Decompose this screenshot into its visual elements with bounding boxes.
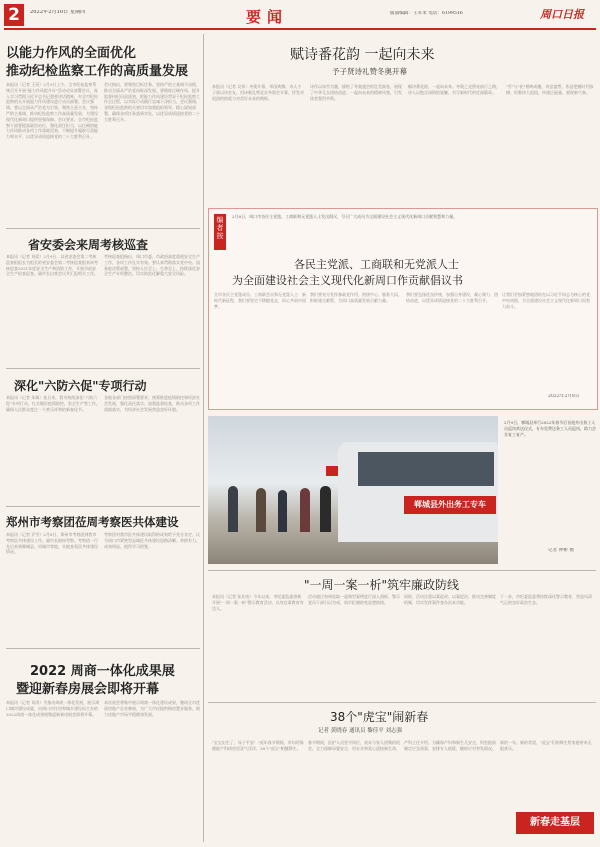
person-figure	[256, 488, 266, 532]
story3-title: 深化"六防六促"专项行动	[14, 379, 147, 393]
person-figure	[228, 486, 238, 532]
story7-body-2: 春节期间，医护人员坚守岗位，放弃与家人团聚的机会，全力保障母婴安全，用专业和爱心迎接新生命。	[308, 740, 400, 751]
story4-body-2: 考察团对我市医共体建设取得的成效给予充分肯定，认为周口市紧密型县域医共体建设思路清晰、举措有力、成效明显，值得学习借鉴。	[104, 532, 200, 549]
story2-title: 省安委会来周考核巡查	[28, 238, 149, 252]
story6-body-2: 活动通过每周选取一起典型案例进行深入剖析，警示党员干部引以为戒，筑牢拒腐防变思想防线。	[308, 594, 400, 605]
center-feature-body-4: 让我们更加紧密地团结在以习近平同志为核心的党中央周围，为全面建设社会主义现代化新周口而努力奋斗。	[502, 292, 590, 309]
bus-banner: 郸城县外出务工专车	[404, 496, 496, 514]
story4-divider	[6, 648, 200, 649]
center-feature-body-1: 全市各民主党派成员、工商联会员和无党派人士：新时代新征程，我们要坚定不移跟党走，同心共筑中国梦。	[214, 292, 306, 309]
editor-line: 版面编辑：王军米 电话：6199516	[390, 11, 463, 16]
story7-body-4: 新的一年，新的希望，"虎宝"们的降生给家庭带来无限欢乐。	[500, 740, 592, 751]
story2-body-2: 考核巡查组指出，周口市委、市政府高度重视安全生产工作，各项工作扎实有效。要认真贯彻落实党中央、国务院决策部署，坚持人民至上、生命至上，持续深化安全生产专项整治，切实防范化解重大安全风险。	[104, 254, 200, 277]
center-feature-title-2: 为全面建设社会主义现代化新周口作贡献倡议书	[232, 274, 463, 287]
story1-divider	[6, 228, 200, 229]
editor-note-text: 2月8日，周口市各民主党派、工商联和无党派人士发出倡议，号召广大成员为全面建设社会主义现代化新周口贡献智慧和力量。	[232, 214, 458, 219]
photo-caption: 2月9日，郸城县举行2022年春节后首批外出务工人员返岗欢送仪式，专车免费送务工人员返岗，助力企业复工复产。	[504, 420, 596, 437]
photo-credit: 记者 钟彬 摄	[548, 548, 575, 553]
story1-title-line2: 推动纪检监察工作的高质量发展	[6, 64, 189, 79]
person-figure	[278, 490, 287, 532]
person-figure	[300, 488, 310, 532]
paper-name-logo: 周口日报	[540, 8, 584, 21]
story5-title-line1: 2022 周商一体化成果展	[30, 664, 175, 679]
story7-body-3: 产科主任介绍，为确保产妇和新生儿安全，科室提前制定应急预案，安排专人值班，随时应对突发情况。	[404, 740, 496, 751]
top-story-body-4: "雪"与"花"相映成趣，诗意盎然。作品把握时代脉搏，讴歌伟大祖国，传递正能量，展现新气象。	[506, 84, 594, 95]
story6-body-3: 同时，活动注重以案促改、以案促治，推动完善制度机制，切实发挥案件查办治本功能。	[404, 594, 496, 605]
story6-body-4: 下一步，市纪委监委将持续深化警示教育，营造风清气正的良好政治生态。	[500, 594, 592, 605]
story2-divider	[6, 368, 200, 369]
story1-body: 本报讯（记者 王珂）2月9日上午，全市纪检监察系统召开开展"能力作风提升年"活动动员部署会议，深入学习贯彻习近平总书记重要讲话精神，对全市纪检监察机关开展能力作风建设进行动员部署。会议强调，要以全面从严治党为引领，聚焦主责主业，坚持严的主基调，推动纪检监察工作高质量发展，为建设现代化新周口提供坚强保障。会议要求，全市纪检监察干部要提高政治站位，强化责任担当，以过硬的能力作风推动各项工作落地见效，不断提升履职尽责能力和水平，以优异成绩迎接党的二十大胜利召开。	[6, 82, 98, 140]
bus-window	[358, 452, 494, 486]
story1-title-line1: 以能力作风的全面优化	[6, 46, 137, 61]
story5-body: 本报讯（记者 刘涛）为推动周商一体化发展，展示周口城市建设成就，由周口市住房和城乡建设局主办的2022周商一体化成果展暨迎新春房展会即将开幕。	[6, 700, 100, 717]
story7-byline: 记者 黄晓春 通讯员 黎佳平 刘志强	[318, 728, 402, 734]
top-story-body-2: 诗作以冰雪为题，描绘了冬奥盛会的壮美画卷，展现了中华儿女团结奋进、一起向未来的精神风貌，引发读者强烈共鸣。	[310, 84, 402, 101]
story5-title-line2: 暨迎新春房展会即将开幕	[16, 682, 160, 697]
person-figure	[320, 486, 331, 532]
lower-divider-2	[208, 702, 596, 703]
red-flag	[326, 466, 338, 476]
date-line: 2022年2月10日 星期四	[30, 10, 86, 15]
story3-body-2: 各地各部门按照部署要求，统筹推进疫情防控和经济社会发展，强化责任落实，加强监督检查，推动各项工作落细落实，为经济社会发展营造良好环境。	[104, 395, 200, 412]
story6-title: "一周一案一析"筑牢廉政防线	[304, 578, 460, 592]
corner-label: 新春走基层	[516, 812, 594, 834]
lower-divider	[208, 570, 596, 571]
center-feature-title-1: 各民主党派、工商联和无党派人士	[294, 258, 459, 271]
column-divider	[203, 34, 204, 842]
story7-body-1: "宝宝出生了，母子平安！"虎年春节期间，市妇幼保健院产科病房里喜气洋洋，38个"虎宝"相继降生。	[212, 740, 304, 751]
story6-body-1: 本报讯（记者 张亚南）今年以来，市纪委监委创新开展"一周一案一析"警示教育活动，以身边事教育身边人。	[212, 594, 304, 611]
story7-title: 38个"虎宝"闹新春	[330, 710, 429, 724]
story1-body-2: 会议指出，要聚焦目标任务，坚持严的主基调不动摇，推动全面从严治党向纵深发展。要锤炼过硬作风，提升监督执纪问责质效，把能力作风建设贯穿于纪检监察工作全过程，以实际行动践行忠诚干净担当。会议强调，各级纪检监察机关要切实加强组织领导，精心谋划部署，确保各项任务落到实处，以优异成绩迎接党的二十大胜利召开。	[104, 82, 200, 122]
top-story-body-1: 本报讯（记者 吴伟）冬奥开幕，举国欢腾。诗人予子贤以诗会友，用诗歌礼赞北京冬奥会开幕，抒发对祖国的热爱与对美好未来的期盼。	[212, 84, 304, 101]
story2-body: 本报讯（记者 刘爱）2月9日，以省安委会第二考核巡查组组长为组长的省安委会第二考核巡查组来周考核巡查2021年度安全生产和消防工作，开展节前安全生产检查巡查。副市长出席会议并汇报相关工作。	[6, 254, 98, 277]
center-feature-signature: 2022年2月8日	[548, 394, 580, 399]
story5-body-2: 本次展会将集中展示周商一体化建设成果，邀请全市优质房地产企业参展，为广大市民提供购房置业服务，助力房地产市场平稳健康发展。	[104, 700, 200, 717]
page-number-badge: 2	[4, 4, 24, 26]
masthead-rule	[4, 28, 596, 30]
story3-divider	[6, 506, 200, 507]
top-story-body-3: 赋诗番花韵，一起向未来。冬奥之光照亮前行之路，诗人以饱含深情的笔触，书写新时代的壮丽篇章。	[408, 84, 500, 95]
center-feature-body-3: 我们要弘扬优良传统，加强自身建设，凝心聚力、团结奋进，以优异成绩迎接党的二十大胜利召开。	[406, 292, 498, 303]
section-title: 要闻	[246, 8, 289, 26]
story4-title: 郑州市考察团莅周考察医共体建设	[6, 515, 179, 529]
top-story-byline: 予子贤诗礼赞冬奥开幕	[332, 67, 407, 76]
masthead	[0, 0, 600, 30]
story4-body: 本报讯（记者 乔雪）2月8日，郑州市考察团到我市考察医共体建设工作。副市长陪同考察。考察团一行先后来到郸城县、项城市等地，实地查看医共体建设情况。	[6, 532, 98, 555]
story3-body: 本报讯（记者 朱瑞）连日来，我市持续深化"六防六促"专项行动，扎实做好疫情防控、安全生产等工作，确保人民群众度过一个欢乐祥和的新春佳节。	[6, 395, 100, 412]
center-feature-body-2: 我们要充分发挥参政党作用，围绕中心、服务大局，积极建言献策，为周口高质量发展贡献力量。	[310, 292, 402, 303]
editor-note-tag: 编者按	[214, 214, 226, 250]
bus-departure-photo	[208, 416, 498, 564]
top-story-title: 赋诗番花韵 一起向未来	[290, 47, 435, 63]
